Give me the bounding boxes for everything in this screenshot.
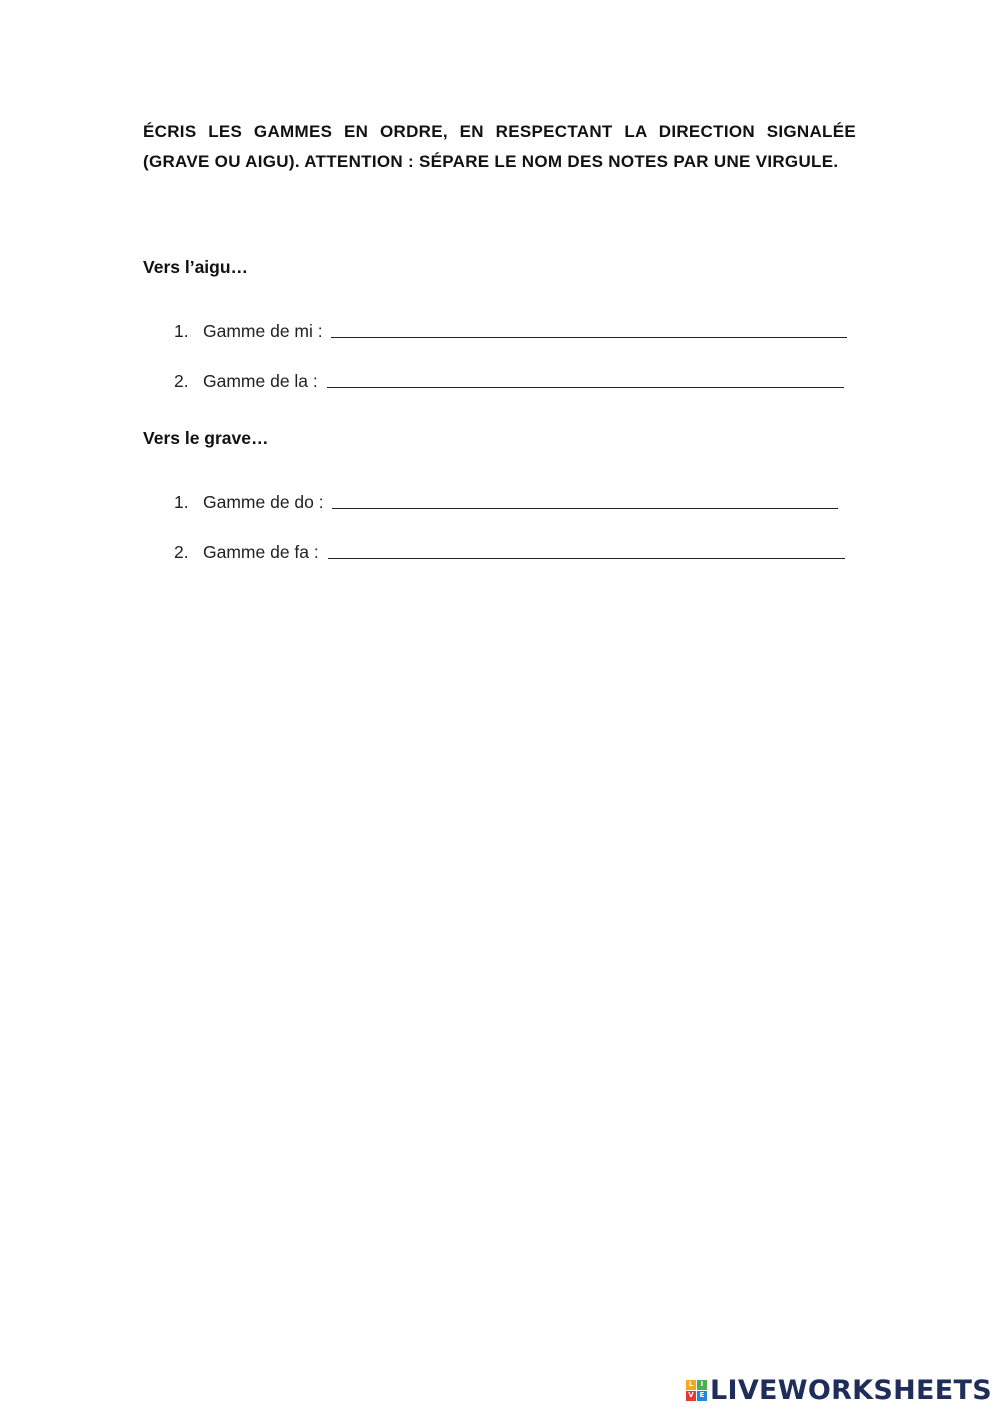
item-number: 2.: [174, 371, 189, 391]
answer-line-gamme-la[interactable]: [327, 387, 844, 388]
answer-line-gamme-mi[interactable]: [331, 337, 847, 338]
exercise-item-gamme-fa: [174, 537, 845, 563]
brand-name: LIVEWORKSHEETS: [709, 1374, 992, 1406]
answer-line-gamme-fa[interactable]: [328, 558, 845, 559]
liveworksheets-logo-icon: [686, 1380, 707, 1401]
logo-letter: V: [686, 1391, 696, 1401]
item-label: Gamme de do :: [203, 492, 329, 512]
item-number: 1.: [174, 321, 189, 341]
exercise-item-gamme-do: [174, 487, 838, 513]
exercise-item-gamme-mi: [174, 316, 847, 342]
logo-letter: E: [697, 1391, 707, 1401]
item-number: 1.: [174, 492, 189, 512]
answer-line-gamme-do[interactable]: [332, 508, 838, 509]
instructions-text: ÉCRIS LES GAMMES EN ORDRE, EN RESPECTANT LA DIRECTION SIGNALÉE (GRAVE OU AIGU). ATTENTION : SÉPARE LE NOM DES NOTES PAR UNE VIRGULE.: [143, 122, 856, 171]
item-label: Gamme de la :: [203, 371, 323, 391]
logo-letter: L: [686, 1380, 696, 1390]
logo-letter: I: [697, 1380, 707, 1390]
liveworksheets-watermark: [686, 1375, 992, 1405]
item-label: Gamme de fa :: [203, 542, 324, 562]
item-number: 2.: [174, 542, 189, 562]
section-heading-aigu: Vers l’aigu…: [143, 257, 249, 277]
item-label: Gamme de mi :: [203, 321, 328, 341]
section-heading-grave: Vers le grave…: [143, 428, 269, 448]
exercise-item-gamme-la: [174, 366, 844, 392]
